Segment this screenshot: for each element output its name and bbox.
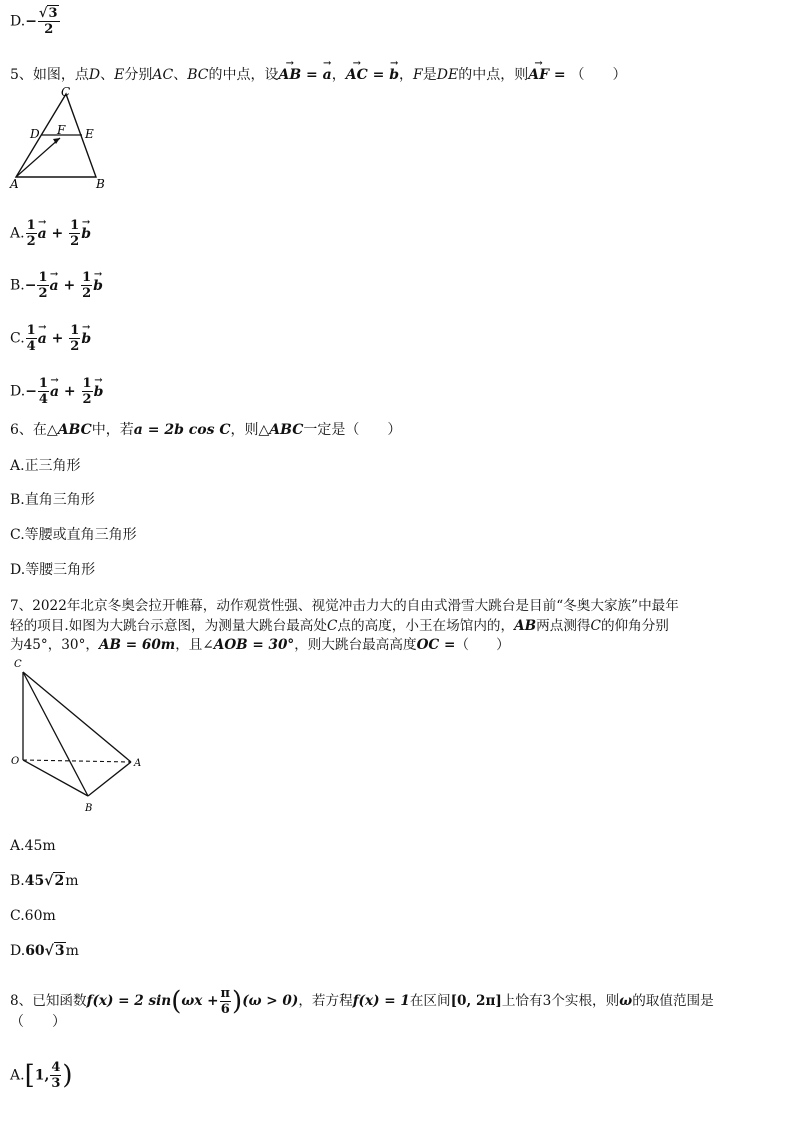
q7-option-a: A.45m [10, 838, 56, 854]
q5-option-c: C. $\frac{1}{4}$ → a + $\frac{1}{2}$ → b [10, 323, 91, 354]
q6-stem: 6、在△ABC中，若a = 2b cos C，则△ABC一定是（ ） [10, 422, 402, 438]
q6-option-c: C.等腰或直角三角形 [10, 527, 137, 543]
svg-text:C: C [14, 659, 22, 670]
q7-option-d: D.60√3m [10, 943, 79, 959]
svg-text:B: B [85, 803, 93, 814]
q6-option-d: D.等腰三角形 [10, 562, 96, 578]
q6-option-a: A.正三角形 [10, 458, 81, 474]
svg-text:A: A [134, 758, 142, 769]
q5-option-a: A. $\frac{1}{2}$ → a + $\frac{1}{2}$ → b [10, 218, 91, 249]
q5-stem: 5、如图，点D、E分别AC、BC的中点，设→ AB = → a，→ AC = → b，F是DE的中点，则→ AF = （ ） [10, 66, 627, 84]
svg-text:B: B [96, 177, 105, 191]
svg-text:D: D [30, 127, 40, 141]
q5-option-b: B.− $\frac{1}{2}$ → a + $\frac{1}{2}$ → b [10, 270, 103, 301]
svg-text:A: A [10, 177, 19, 191]
q7-stem-line3: 为45°，30°，AB = 60m，且∠AOB = 30°，则大跳台最高高度OC =（ ） [10, 637, 510, 653]
q7-pyramid-figure [8, 656, 158, 818]
svg-text:O: O [11, 756, 20, 767]
svg-text:F: F [57, 123, 66, 137]
q7-stem-line1: 7、2022年北京冬奥会拉开帷幕，动作观赏性强、视觉冲击力大的自由式滑雪大跳台是目前“冬奥大家族”中最年 [10, 598, 679, 614]
q7-option-c: C.60m [10, 908, 56, 924]
q7-option-b: B.45√2m [10, 873, 79, 889]
q8-stem: 8、已知函数f(x) = 2 sin(ωx + $\frac{\pi}{6}$ )(ω > 0)，若方程f(x) = 1在区间[0, 2π]上恰有3个实根，则ω的取值范围是 [10, 986, 714, 1017]
q8-option-a: A.[1, $\frac{4}{3}$ ) [10, 1060, 73, 1091]
q5-triangle-figure [8, 84, 118, 194]
q7-stem-line2: 轻的项目.如图为大跳台示意图，为测量大跳台最高处C点的高度，小王在场馆内的，AB两点测得C的仰角分别 [10, 618, 669, 634]
q5-option-d: D.− $\frac{1}{4}$ → a + $\frac{1}{2}$ → b [10, 376, 103, 407]
q8-stem-line2: （ ） [10, 1014, 66, 1030]
fraction: $\frac{√3}{2}$ [38, 6, 58, 37]
q4-option-d: D.− $\frac{√3}{2}$ [10, 6, 58, 37]
svg-text:C: C [61, 85, 71, 99]
q6-option-b: B.直角三角形 [10, 492, 95, 508]
svg-text:E: E [85, 127, 94, 141]
